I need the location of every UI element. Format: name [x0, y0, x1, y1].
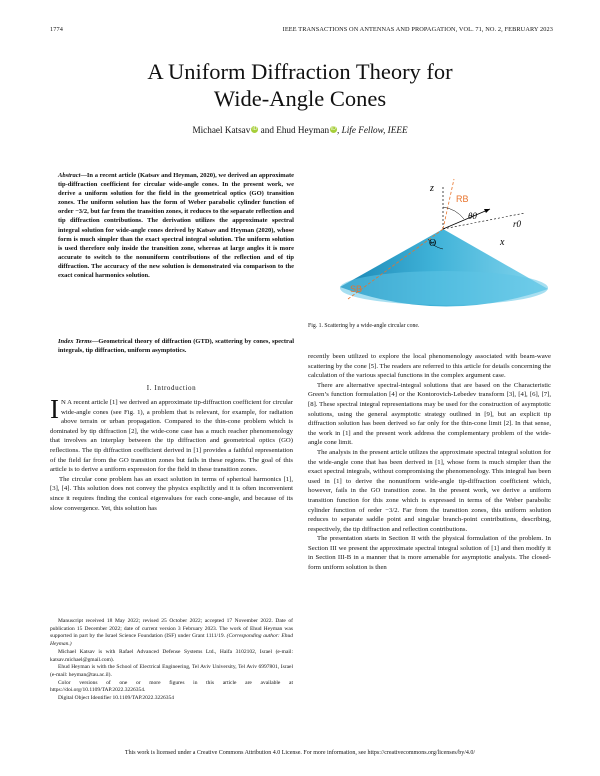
- cone-base: [340, 271, 548, 305]
- footnote: [50, 618, 293, 703]
- orcid-icon[interactable]: iD: [331, 126, 336, 132]
- abstract-text: —In a recent article (Katsav and Heyman, 2020), we derived an approximate tip-diffraction coefficient for circular wide-angle cones. In the present work, we derive a uniform solution for the field in the geometrical optics (GO) transition zones. The uniform solution has the form of Weber parabolic cylinder function of order −3/2, but far from the transition zones, it reduces to the separate reflection and tip diffraction contributions. The derivation utilizes the approximate spectral integral solution for wide-angle cones derived by Katsav and Heyman (2020), whose form is much simpler than the exact spectral integral solution. The uniform solution is used therefore only inside the transition zone, whereas at large angles it is more accurate to switch to the nonuniform contributions of the reflection and of tip diffraction. The accuracy of the new solution is demonstrated via comparison to the exact conical harmonics solution.: [58, 172, 294, 280]
- label-theta0: θ0: [468, 211, 477, 221]
- footnote-author-1: Michael Katsav is with Rafael Advanced Defense Systems Ltd., Haifa 3102102, Israel (e-mail: katsav.michael@gmail.com).: [50, 648, 293, 663]
- drop-cap: I: [50, 394, 59, 424]
- journal-header: IEEE TRANSACTIONS ON ANTENNAS AND PROPAGATION, VOL. 71, NO. 2, FEBRUARY 2023: [282, 26, 553, 33]
- author-1: Michael Katsav: [192, 125, 251, 135]
- label-x: x: [500, 237, 505, 248]
- figure-cone: [330, 177, 555, 317]
- paragraph-presentation: The presentation starts in Section II with the physical formulation of the problem. In Section III we present the approximate spectral integral solution of [1] and then modify it in Section III-B in a manner that is more amenable for asymptotic analysis. The closed-form uniform solution is then: [308, 535, 551, 572]
- footnote-color: Color versions of one or more figures in this article are available at https://doi.org/10.1109/TAP.2022.3226354.: [50, 679, 293, 694]
- right-column-text: [308, 352, 551, 573]
- label-theta: Θ: [429, 238, 437, 249]
- author-affiliation: , Life Fellow, IEEE: [337, 125, 408, 135]
- author-line: [60, 125, 540, 135]
- label-rb: RB: [456, 194, 469, 204]
- label-z: z: [430, 183, 434, 194]
- title-line-1: A Uniform Diffraction Theory for: [147, 59, 453, 84]
- incident-arrow: [443, 209, 490, 229]
- footnote-manuscript: Manuscript received 18 May 2022; revised 25 October 2022; accepted 17 November 2022. Date of publication 15 December 2022; date of current version 3 February 2023. The work of Ehud Heyman was supported in part by the Israel Science Foundation (ISF) under Grant 1111/19. (Corresponding author: Ehud Heyman.): [50, 618, 294, 648]
- index-terms: [58, 337, 294, 355]
- abstract-label: Abstract: [58, 172, 81, 179]
- paragraph-continued: recently been utilized to explore the local phenomenology associated with beam-wave scattering by the cone [5]. The readers are referred to this article for details concerning the calculation of the various special functions in the complex argument case.: [308, 353, 551, 380]
- title-line-2: Wide-Angle Cones: [213, 86, 387, 111]
- footnote-doi: Digital Object Identifier 10.1109/TAP.2022.3226354: [58, 695, 175, 702]
- paper-title: [60, 58, 540, 112]
- section-heading: I. Introduction: [146, 384, 197, 392]
- license-footer: This work is licensed under a Creative Commons Attribution 4.0 License. For more information, see https://creativecommons.org/licenses/by/4.0/: [124, 750, 476, 756]
- author-2: and Ehud Heyman: [258, 125, 330, 135]
- abstract: [58, 171, 294, 280]
- figure-caption: Fig. 1. Scattering by a wide-angle circular cone.: [308, 323, 420, 329]
- label-sb: SB: [350, 284, 363, 294]
- page-number: 1774: [50, 26, 63, 33]
- orcid-icon[interactable]: iD: [252, 126, 258, 132]
- index-terms-label: Index Terms: [58, 338, 92, 345]
- intro-text: [50, 394, 293, 513]
- index-terms-text: —Geometrical theory of diffraction (GTD), scattering by cones, spectral integrals, tip diffraction, uniform asymptotics.: [58, 338, 294, 355]
- paragraph-spectral: There are alternative spectral-integral solutions that are based on the Characteristic Green’s function formulation [4] or the Kontorovich-Lebedev transform [3], [4], [6], [7], [8]. These spectral integral representations may be used for the construction of asymptotic solutions, using the general asymptotic strategy outlined in [9], but an explicit tip diffraction solution has been derived so far only for the thin-cone limit [2]. In that sense, the work in [1] and the present work address the complementary problem of the wide-angle cone limit.: [308, 381, 551, 447]
- rb-line: [443, 179, 454, 229]
- intro-paragraph-1: I N A recent article [1] we derived an approximate tip-diffraction coefficient for circular wide-angle cones (see Fig. 1), a problem that is relevant, for example, for radiation above terrain or urban propagation. Compared to the thin-cone problem which is dominated by tip diffraction [2], the wide-cone case has a much reacher phenomenology that involves an interplay between the tip diffraction and geometrical optics (GO) reflections. The tip diffraction coefficient derived in [1] provides a faithful representation of the field far from the GO transition zones but fails in these regions. The goal of this article is to derive a uniform expression for the field in these transition zones.: [50, 394, 293, 474]
- paragraph-analysis: The analysis in the present article utilizes the approximate spectral integral solution for the wide-angle cone that has been derived in [1], whose form is much simpler than the exact spectral integrals, without compromising the phenomenology. This integral has been used in [1] to derive the nonuniform wide-angle tip-diffraction coefficient which, however, fails in the GO transition zone. In the present work, we derive a uniform transition function for this zone which is expressed in terms of the Weber parabolic cylinder function of order −3/2. Far from the transition zones, this uniform solution reduces to separate saddle point and singular branch-point contributions, describing, respectively, the tip diffraction and reflection contributions.: [308, 448, 551, 533]
- label-r0: r0: [513, 219, 522, 229]
- intro-paragraph-2: The circular cone problem has an exact solution in terms of spherical harmonics [1], [3], [4]. This solution does not convey the physics explicitly and it is often inconvenient since it requires finding the conical eigenvalues for each cone-angle, and because of its slow convergence. Yet, this solution has: [50, 475, 293, 512]
- footnote-author-2: Ehud Heyman is with the School of Electrical Engineering, Tel Aviv University, Tel Aviv 6997801, Israel (e-mail: heyman@tau.ac.il).: [50, 664, 293, 678]
